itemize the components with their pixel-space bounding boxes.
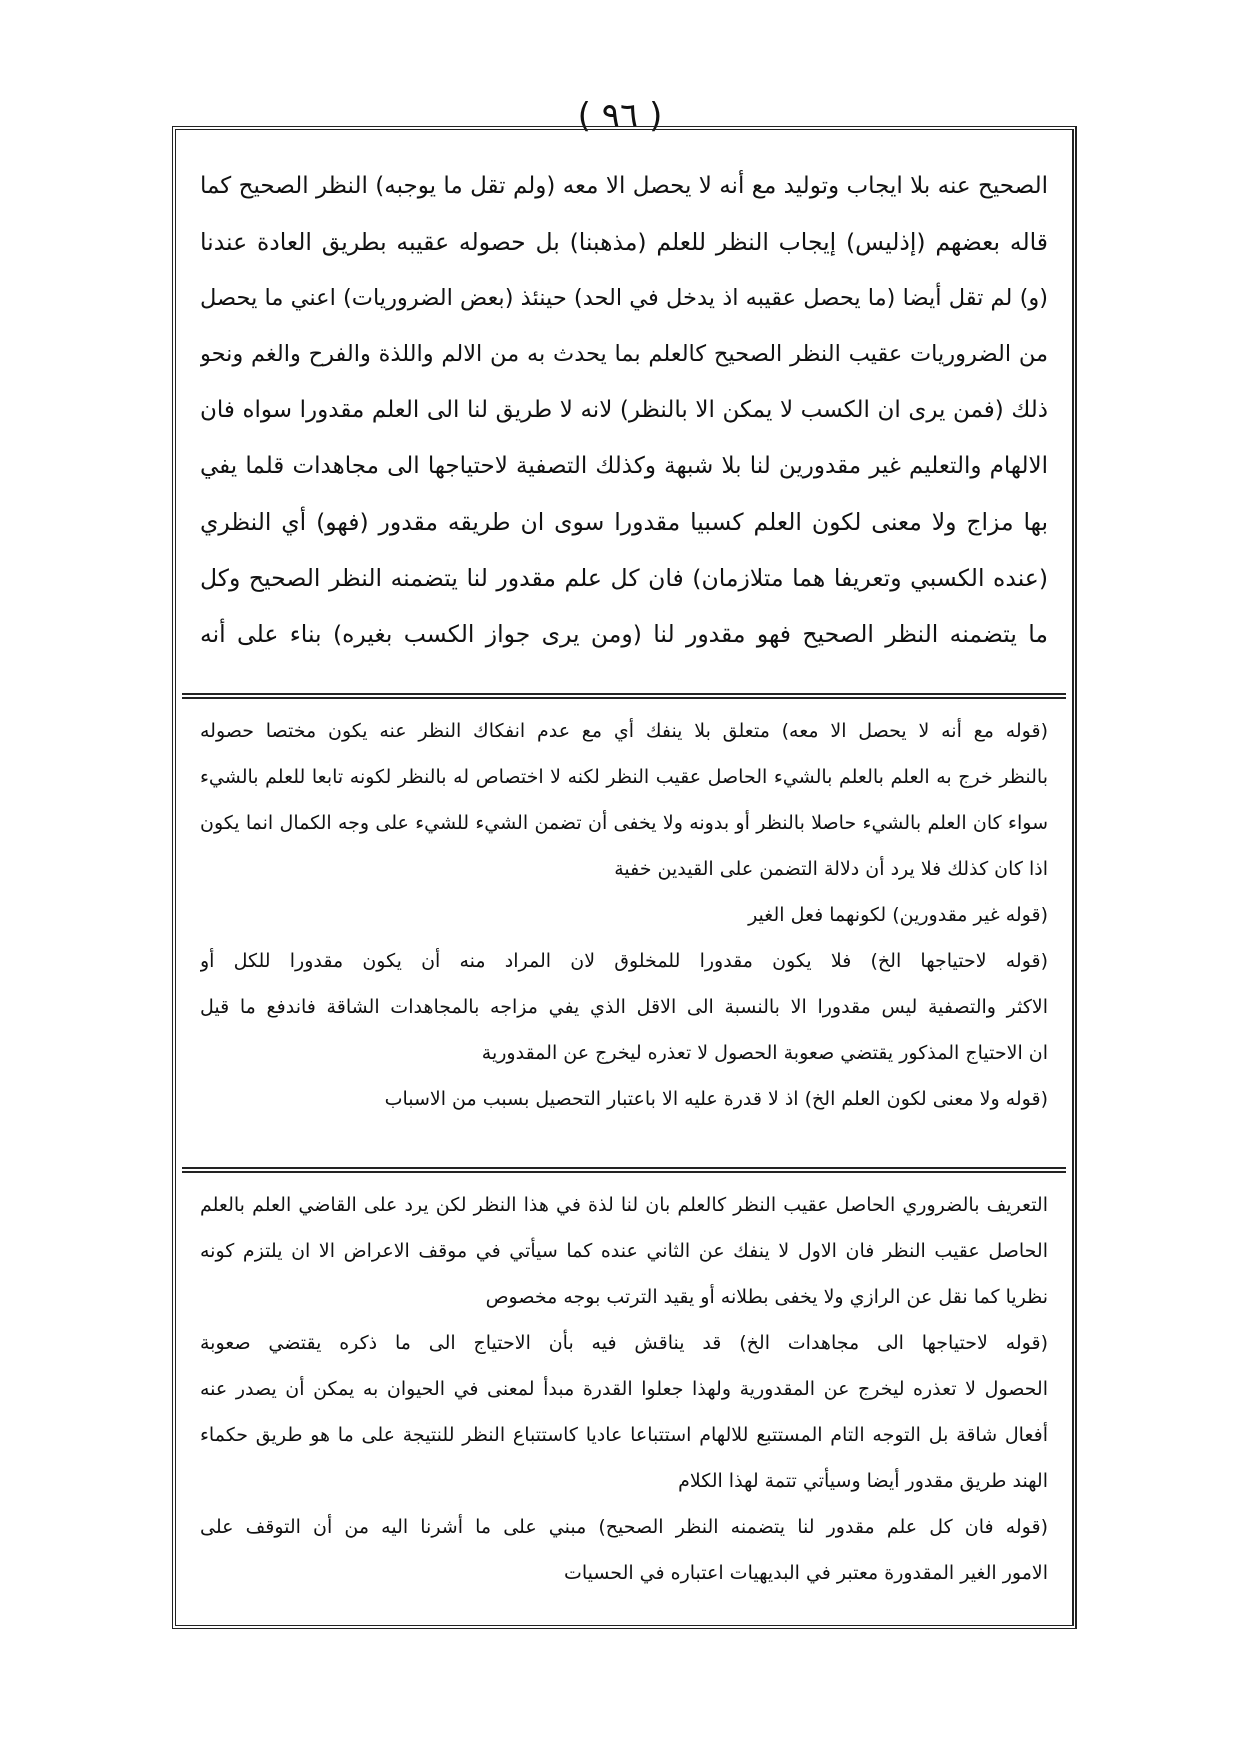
main-text-line: الصحيح عنه بلا ايجاب وتوليد مع أنه لا يحصل الا معه (ولم تقل ما يوجبه) النظر الصحيح كما [200, 173, 1048, 199]
main-text-line: الالهام والتعليم غير مقدورين لنا بلا شبهة وكذلك التصفية لاحتياجها الى مجاهدات قلما يفي [200, 453, 1048, 479]
gloss-line: بالنظر خرج به العلم بالعلم بالشيء الحاصل عقيب النظر لكنه لا اختصاص له بالنظر لكونه تابعا للعلم بالشيء [200, 766, 1048, 788]
section-divider [182, 1167, 1066, 1173]
gloss-line: أفعال شاقة بل التوجه التام المستتبع للالهام استتباعا عاديا كاستتباع النظر للنتيجة على ما هو طريق حكماء [200, 1424, 1048, 1446]
gloss-line: (قوله غير مقدورين) لكونهما فعل الغير [748, 904, 1048, 926]
main-text-line: من الضروريات عقيب النظر الصحيح كالعلم بما يحدث به من الالم واللذة والفرح والغم ونحو [200, 341, 1048, 367]
page-frame [172, 126, 1077, 1629]
section-divider [182, 693, 1066, 699]
gloss-line: (قوله ولا معنى لكون العلم الخ) اذ لا قدرة عليه الا باعتبار التحصيل بسبب من الاسباب [384, 1088, 1048, 1110]
main-text-line: قاله بعضهم (إذليس) إيجاب النظر للعلم (مذهبنا) بل حصوله عقيبه بطريق العادة عندنا [200, 228, 1048, 256]
main-text-line: ذلك (فمن يرى ان الكسب لا يمكن الا بالنظر) لانه لا طريق لنا الى العلم مقدورا سواه فان [200, 397, 1048, 423]
gloss-line: (قوله مع أنه لا يحصل الا معه) متعلق بلا ينفك أي مع عدم انفكاك النظر عنه يكون مختصا حصوله [200, 720, 1048, 742]
gloss-line: (قوله لاحتياجها الى مجاهدات الخ) قد يناقش فيه بأن الاحتياج الى ما ذكره يقتضي صعوبة [200, 1332, 1048, 1354]
gloss-line: الهند طريق مقدور أيضا وسيأتي تتمة لهذا الكلام [678, 1470, 1048, 1492]
page-number: ( ٩٦ ) [577, 96, 663, 136]
gloss-line: نظريا كما نقل عن الرازي ولا يخفى بطلانه أو يقيد الترتب بوجه مخصوص [485, 1286, 1048, 1308]
gloss-line: ان الاحتياج المذكور يقتضي صعوبة الحصول لا تعذره ليخرج عن المقدورية [481, 1042, 1048, 1064]
main-text-line: بها مزاج ولا معنى لكون العلم كسبيا مقدورا سوى ان طريقه مقدور (فهو) أي النظري [200, 508, 1048, 536]
gloss-line: (قوله فان كل علم مقدور لنا يتضمنه النظر الصحيح) مبني على ما أشرنا اليه من أن التوقف على [200, 1516, 1048, 1538]
gloss-line: التعريف بالضروري الحاصل عقيب النظر كالعلم بان لنا لذة في هذا النظر لكن يرد على القاضي العلم بالعلم [200, 1194, 1048, 1216]
gloss-line: الاكثر والتصفية ليس مقدورا الا بالنسبة الى الاقل الذي يفي مزاجه بالمجاهدات الشاقة فاندفع ما قيل [200, 996, 1048, 1018]
gloss-block-second [200, 1182, 1048, 1596]
gloss-block-first [200, 708, 1048, 1122]
gloss-line: الحاصل عقيب النظر فان الاول لا ينفك عن الثاني عنده كما سيأتي في موقف الاعراض الا ان يلتزم كونه [200, 1240, 1048, 1262]
gloss-line: اذا كان كذلك فلا يرد أن دلالة التضمن على القيدين خفية [614, 858, 1048, 880]
gloss-line: الامور الغير المقدورة معتبر في البديهيات اعتباره في الحسيات [563, 1562, 1048, 1584]
main-text-line: ما يتضمنه النظر الصحيح فهو مقدور لنا (ومن يرى جواز الكسب بغيره) بناء على أنه [200, 620, 1048, 648]
gloss-line: (قوله لاحتياجها الخ) فلا يكون مقدورا للمخلوق لان المراد منه أن يكون مقدورا للكل أو [200, 950, 1048, 972]
main-text-line: (عنده الكسبي وتعريفا هما متلازمان) فان كل علم مقدور لنا يتضمنه النظر الصحيح وكل [200, 564, 1048, 592]
gloss-line: سواء كان العلم بالشيء حاصلا بالنظر أو بدونه ولا يخفى أن تضمن الشيء للشيء على وجه الكمال انما يكون [200, 812, 1048, 834]
gloss-line: الحصول لا تعذره ليخرج عن المقدورية ولهذا جعلوا القدرة مبدأ لمعنى في الحيوان به يمكن أن يصدر عنه [200, 1378, 1048, 1400]
main-text-line: (و) لم تقل أيضا (ما يحصل عقيبه اذ يدخل في الحد) حينئذ (بعض الضروريات) اعني ما يحصل [200, 285, 1048, 311]
main-text-block [200, 158, 1048, 662]
